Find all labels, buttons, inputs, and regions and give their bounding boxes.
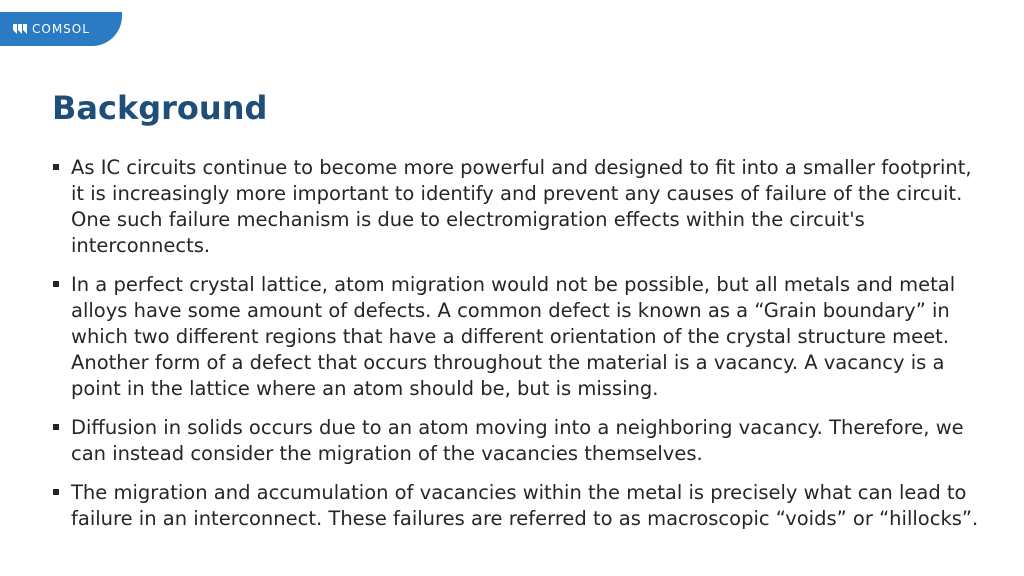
logo-text: COMSOL [32,22,90,36]
bullet-text: The migration and accumulation of vacancies within the metal is precisely what can lead to failure in an interconnect. These failures are referred to as macroscopic “voids” or “hillocks”. [71,481,979,530]
bullet-text: Diffusion in solids occurs due to an atom moving into a neighboring vacancy. Therefore, we can instead consider the migration of the vacancies themselves. [71,416,964,465]
comsol-logo [0,12,122,46]
square-bullet-icon [53,281,59,287]
bullet-text: In a perfect crystal lattice, atom migration would not be possible, but all metals and metal alloys have some amount of defects. A common defect is known as a “Grain boundary” in which two different regions that have a different orientation of the crystal structure meet. Another form of a defect that occurs throughout the material is a vacancy. A vacancy is a point in the lattice where an atom should be, but is missing. [71,273,956,400]
comsol-logo-mark-icon [12,23,28,35]
bullet-list [52,155,982,545]
square-bullet-icon [53,489,59,495]
bullet-item [52,155,982,259]
square-bullet-icon [53,424,59,430]
square-bullet-icon [53,164,59,170]
bullet-item [52,272,982,402]
page-title: Background [52,89,268,127]
bullet-item [52,480,982,532]
bullet-item [52,415,982,467]
bullet-text: As IC circuits continue to become more powerful and designed to fit into a smaller footprint, it is increasingly more important to identify and prevent any causes of failure of the circuit. One such failure mechanism is due to electromigration effects within the circuit's interconnects. [71,156,972,257]
